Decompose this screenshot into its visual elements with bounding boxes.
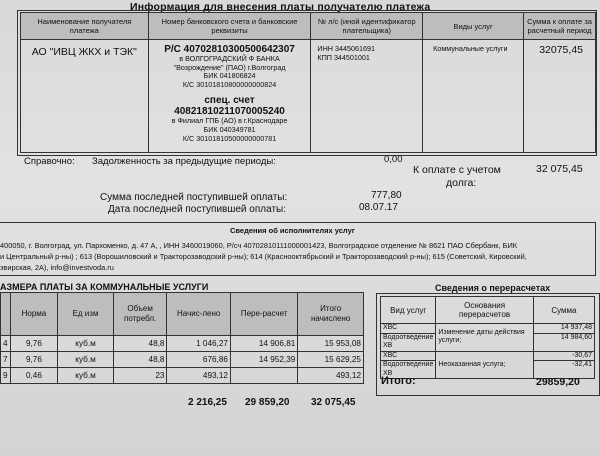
cell: 9 (1, 368, 11, 384)
settlement-account: Р/С 40702810300500642307 (164, 44, 295, 55)
cell: ХВС (381, 351, 436, 361)
total-sum: 32 075,45 (311, 397, 356, 408)
col-header (1, 293, 11, 336)
cell: 9,76 (10, 352, 58, 368)
last-payment-sum-value: 777,80 (371, 190, 402, 201)
cell: 493,12 (298, 368, 364, 384)
table-row (1, 352, 364, 368)
executor-line: и Центральный р-ны) ; 613 (Ворошиловский и Тракторозаводский р-ны); 614 (Краснооктябрьский и Тракторозаводский р-ны); 615 (Советский, Кировский, (0, 252, 527, 261)
cell (230, 368, 297, 384)
col-header-sum: Сумма (533, 297, 594, 324)
col-header-reason: Основания перерасчетов (436, 297, 534, 324)
cell: 48,8 (113, 336, 167, 352)
col-header-amount: Сумма к оплате за расчетный период (524, 13, 596, 40)
cell: 23 (113, 368, 167, 384)
payee-name: АО "ИВЦ ЖКХ и ТЭК" (31, 46, 137, 58)
cell: куб.м (58, 352, 114, 368)
cell: 15 953,08 (298, 336, 364, 352)
cell: ХВС (381, 324, 436, 334)
col-header-volume: Объем потребл. (113, 293, 167, 336)
cell: Водоотведение ХВ (381, 333, 436, 351)
cell: 4 (1, 336, 11, 352)
cell: Изменение даты действия услуги; (436, 324, 534, 352)
table-row (381, 351, 595, 361)
table-row (1, 368, 364, 384)
topay-label-2: долга: (446, 177, 477, 189)
topay-label: К оплате с учетом (413, 164, 501, 176)
bank-line: в Филиал ГПБ (АО) в г.Краснодаре (171, 116, 288, 126)
table-row (1, 336, 364, 352)
recalc-total-value: 29859,20 (536, 376, 580, 388)
cell: 48,8 (113, 352, 167, 368)
kpp: КПП 344501001 (317, 53, 370, 62)
special-account: 40821810211070005240 (174, 106, 285, 118)
cell: Водоотведение ХВ (381, 361, 436, 379)
bank-line: БИК 041806824 (203, 71, 256, 81)
executor-line: звирская, 2А), info@investvoda.ru (0, 263, 114, 272)
col-header-recalc: Пере-расчет (230, 293, 297, 336)
cell: 15 629,25 (298, 352, 364, 368)
total-recalc: 29 859,20 (245, 397, 290, 408)
cell: Неоказанная услуга; (436, 351, 534, 379)
col-header-unit: Ед изм (58, 293, 114, 336)
recalc-title: Сведения о перерасчетах (435, 283, 551, 293)
col-header-account: Номер банковского счета и банковские реквизиты (148, 13, 311, 40)
debt-value: 0,00 (384, 154, 403, 165)
cell: 14 937,48 (533, 324, 594, 334)
total-charged: 2 216,25 (188, 397, 227, 408)
cell: 9,76 (10, 336, 58, 352)
calculation-table (0, 292, 364, 384)
cell: куб.м (58, 336, 114, 352)
special-account-label: спец. счет (204, 95, 255, 107)
cell: 14 906,81 (230, 336, 297, 352)
cell: куб.м (58, 368, 114, 384)
col-header-norm: Норма (10, 293, 58, 336)
payee-table (20, 12, 596, 153)
cell: -32,41 (533, 361, 594, 379)
cell: 0,46 (10, 368, 58, 384)
amount-due: 32075,45 (539, 44, 583, 56)
cell: 14 984,60 (533, 333, 594, 351)
bank-line: БИК 040349781 (203, 124, 256, 134)
debt-label: Задолженность за предыдущие периоды: (92, 156, 276, 167)
last-payment-date-label: Дата последней поступившей оплаты: (108, 204, 286, 215)
cell: 493,12 (167, 368, 230, 384)
bank-line: в ВОЛГОГРАДСКИЙ Ф БАНКА (179, 54, 280, 63)
executor-line: 400050, г. Волгоград, ул. Пархоменко, д. 47 А, , ИНН 3460019060, Р/сч 40702810111000001423, Волгоградское отделение № 8621 ПАО Сбербанк, БИК (0, 241, 518, 250)
executors-title: Сведения об исполнителях услуг (230, 226, 355, 235)
col-header-payee: Наименование получателя платежа (21, 13, 149, 40)
recalc-total-label: Итого: (381, 375, 416, 387)
section-title-payment-info: Информация для внесения платы получателю платежа (130, 1, 431, 13)
inn: ИНН 3445061691 (317, 44, 375, 53)
col-header-services: Виды услуг (423, 13, 524, 40)
last-payment-date-value: 08.07.17 (359, 202, 398, 213)
service-type: Коммунальные услуги (433, 44, 508, 53)
cell: 14 952,39 (230, 352, 297, 368)
col-header-service: Вид услуг (381, 297, 436, 324)
cell: 1 046,27 (167, 336, 230, 352)
reference-label: Справочно: (24, 156, 75, 167)
col-header-charged: Начис-лено (167, 293, 230, 336)
cell: 7 (1, 352, 11, 368)
bank-line: К/С 30101810500000000781 (182, 133, 277, 143)
recalc-table (380, 296, 595, 379)
cell: 676,86 (167, 352, 230, 368)
bank-line: К/С 30101810800000000824 (182, 79, 277, 89)
bank-line: "Возрождение" (ПАО) г.Волгоград (173, 62, 286, 72)
col-header-total: Итого начислено (298, 293, 364, 336)
bank-details (151, 40, 309, 143)
table-row (381, 324, 595, 334)
col-header-personal-id: № л/с (иной идентификатор плательщика) (311, 13, 423, 40)
last-payment-sum-label: Сумма последней поступившей оплаты: (100, 192, 288, 203)
cell: -30,67 (533, 351, 594, 361)
topay-value: 32 075,45 (536, 163, 583, 175)
calculation-title: АЗМЕРА ПЛАТЫ ЗА КОММУНАЛЬНЫЕ УСЛУГИ (0, 282, 209, 292)
